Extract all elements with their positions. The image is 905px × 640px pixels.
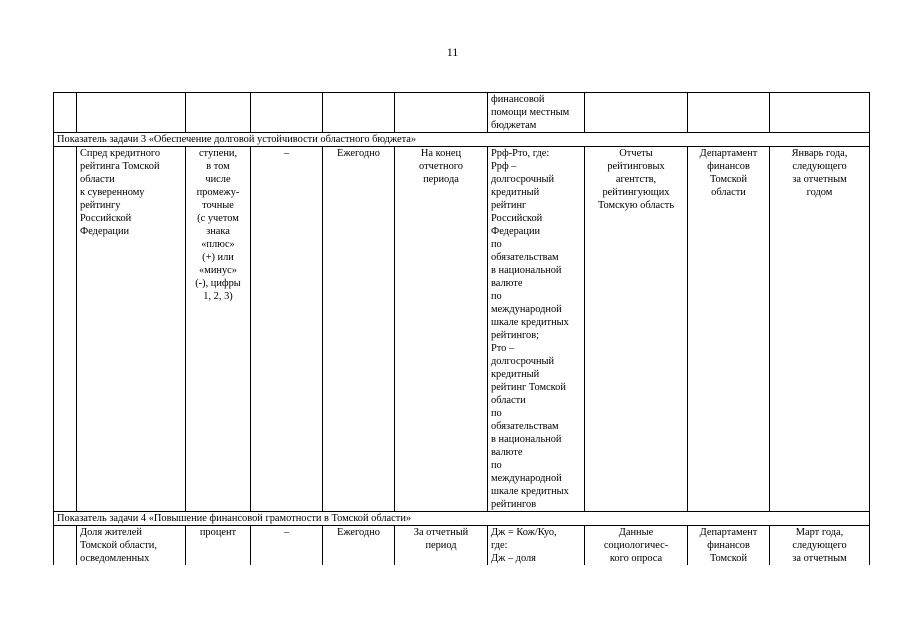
cell-line: рейтинг Томской: [491, 382, 566, 393]
cell-formula: [488, 526, 585, 566]
cell-line: Департамент: [699, 527, 758, 538]
cell-periodicity: Ежегодно: [323, 147, 395, 512]
cell-time-char: [395, 526, 488, 566]
cell-line: шкале кредитных: [491, 317, 569, 328]
section-header-row: [54, 133, 870, 147]
cell-unit: [186, 147, 251, 512]
cell-line: следующего: [792, 540, 847, 551]
indicators-table: [53, 92, 870, 565]
cell-line: Томской: [709, 553, 748, 564]
cell-line: (-), цифры: [195, 278, 241, 289]
cell-formula: [488, 93, 585, 133]
cell-line: период: [425, 540, 457, 551]
cell-line: международной: [491, 473, 562, 484]
cell-line: помощи местным: [491, 107, 570, 118]
table-row-continuation: [54, 93, 870, 133]
cell-line: Ррф-Рто, где:: [491, 148, 550, 159]
cell-line: Томской области,: [80, 540, 157, 551]
cell-line: Данные: [618, 527, 654, 538]
cell-line: обязательствам: [491, 421, 559, 432]
cell-line: Российской: [80, 213, 132, 224]
cell-source: [585, 147, 688, 512]
cell-line: долгосрочный: [491, 356, 555, 367]
cell-line: рейтингов;: [491, 330, 540, 341]
cell-responsible: [688, 147, 770, 512]
cell-deadline: [770, 147, 870, 512]
cell-line: области: [491, 395, 526, 406]
cell-line: Федерации: [491, 226, 541, 237]
cell-line: На конец: [420, 148, 462, 159]
cell-line: по: [491, 239, 502, 250]
cell-line: рейтинга Томской: [80, 161, 160, 172]
cell-line: Отчеты: [619, 148, 653, 159]
cell-line: Дж – доля: [491, 553, 536, 564]
cell-line: кредитный: [491, 369, 540, 380]
cell-line: ступени,: [198, 148, 238, 159]
cell-line: Ррф –: [491, 161, 517, 172]
cell-indicator: [77, 93, 186, 133]
cell-line: в том: [206, 161, 230, 172]
cell-number: [54, 526, 77, 566]
cell-unit: [186, 526, 251, 566]
cell-line: за отчетным: [792, 553, 847, 564]
cell-line: финансовой: [491, 94, 545, 105]
cell-line: бюджетам: [491, 120, 537, 131]
cell-unit: [186, 93, 251, 133]
cell-line: по: [491, 291, 502, 302]
table-row-spread: [54, 147, 870, 512]
cell-line: осведомленных: [80, 553, 150, 564]
cell-deadline: [770, 93, 870, 133]
cell-responsible: [688, 526, 770, 566]
cell-line: долгосрочный: [491, 174, 555, 185]
cell-line: рейтинг: [491, 200, 527, 211]
cell-line: Спред кредитного: [80, 148, 161, 159]
cell-line: следующего: [792, 161, 847, 172]
cell-line: социологичес-: [603, 540, 669, 551]
cell-line: За отчетный: [413, 527, 469, 538]
cell-line: кого опроса: [609, 553, 663, 564]
cell-line: области: [711, 187, 746, 198]
cell-line: за отчетным: [792, 174, 847, 185]
cell-line: к суверенному: [80, 187, 145, 198]
cell-line: Томской: [709, 174, 748, 185]
cell-line: кредитный: [491, 187, 540, 198]
cell-line: рейтингующих: [602, 187, 670, 198]
cell-line: числе: [205, 174, 231, 185]
section-title-3: Показатель задачи 3 «Обеспечение долговой устойчивости областного бюджета»: [54, 133, 870, 147]
cell-periodicity: [323, 93, 395, 133]
cell-line: «плюс»: [201, 239, 235, 250]
cell-line: рейтингу: [80, 200, 121, 211]
cell-formula: [488, 147, 585, 512]
cell-line: обязательствам: [491, 252, 559, 263]
cell-indicator: [77, 147, 186, 512]
cell-line: процент: [199, 527, 237, 538]
cell-line: Январь года,: [791, 148, 848, 159]
cell-line: Март года,: [795, 527, 844, 538]
cell-periodicity: Ежегодно: [323, 526, 395, 566]
table-row-literacy: [54, 526, 870, 566]
cell-dash: –: [251, 526, 323, 566]
cell-line: финансов: [707, 540, 750, 551]
cell-line: в национальной: [491, 434, 562, 445]
cell-line: знака: [206, 226, 230, 237]
cell-line: Российской: [491, 213, 543, 224]
cell-line: (с учетом: [197, 213, 239, 224]
cell-line: шкале кредитных: [491, 486, 569, 497]
cell-source: [585, 93, 688, 133]
cell-responsible: [688, 93, 770, 133]
cell-line: периода: [423, 174, 459, 185]
cell-line: Департамент: [699, 148, 758, 159]
cell-line: Томскую область: [597, 200, 675, 211]
section-header-row: [54, 512, 870, 526]
cell-line: 1, 2, 3): [203, 291, 233, 302]
cell-line: в национальной: [491, 265, 562, 276]
cell-line: агентств,: [615, 174, 657, 185]
cell-number: [54, 147, 77, 512]
cell-line: Федерации: [80, 226, 130, 237]
cell-line: точные: [202, 200, 234, 211]
cell-line: годом: [806, 187, 833, 198]
cell-dash: [251, 93, 323, 133]
cell-line: где:: [491, 540, 508, 551]
cell-time-char: [395, 93, 488, 133]
cell-line: «минус»: [199, 265, 237, 276]
page-number: 11: [446, 45, 459, 59]
cell-line: международной: [491, 304, 562, 315]
cell-line: по: [491, 460, 502, 471]
cell-line: (+) или: [202, 252, 234, 263]
cell-dash: –: [251, 147, 323, 512]
section-title-4: Показатель задачи 4 «Повышение финансовой грамотности в Томской области»: [54, 512, 870, 526]
cell-line: валюте: [491, 278, 523, 289]
cell-line: валюте: [491, 447, 523, 458]
cell-line: Рто –: [491, 343, 515, 354]
cell-time-char: [395, 147, 488, 512]
cell-line: рейтинговых: [607, 161, 665, 172]
cell-line: рейтингов: [491, 499, 537, 510]
cell-indicator: [77, 526, 186, 566]
cell-line: по: [491, 408, 502, 419]
cell-deadline: [770, 526, 870, 566]
cell-line: промежу-: [196, 187, 240, 198]
cell-line: отчетного: [419, 161, 463, 172]
cell-line: области: [80, 174, 115, 185]
cell-number: [54, 93, 77, 133]
cell-line: Дж = Кож/Куо,: [491, 527, 557, 538]
cell-line: финансов: [707, 161, 750, 172]
cell-source: [585, 526, 688, 566]
cell-line: Доля жителей: [80, 527, 142, 538]
